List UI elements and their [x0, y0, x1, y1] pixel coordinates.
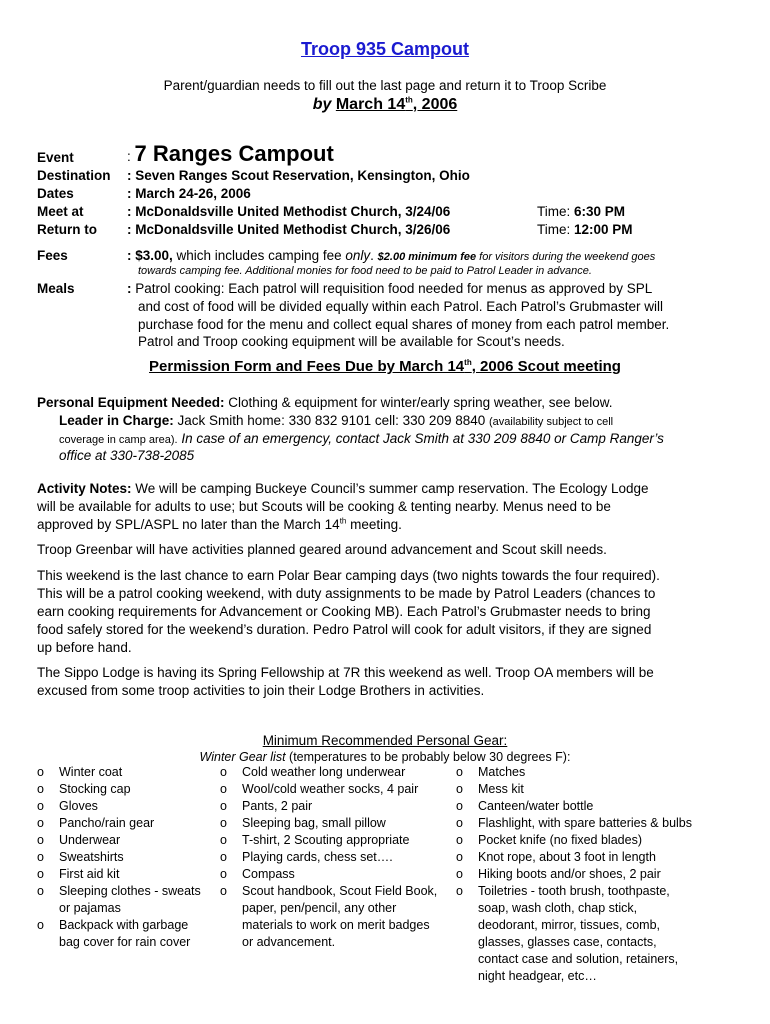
- gear-item: [37, 917, 207, 951]
- bullet-icon: o: [456, 850, 463, 864]
- gear-item-label: Knot rope, about 3 foot in length: [478, 850, 656, 864]
- meet-time: Time: 6:30 PM: [537, 204, 626, 219]
- gear-item-label: Wool/cold weather socks, 4 pair: [242, 782, 419, 796]
- gear-item-label: First aid kit: [59, 867, 120, 881]
- gear-item: [37, 849, 207, 866]
- gear-item-label: Hiking boots and/or shoes, 2 pair: [478, 867, 661, 881]
- gear-item-label: Playing cards, chess set….: [242, 850, 393, 864]
- event-value: : 7 Ranges Campout: [127, 141, 334, 166]
- deadline: by March 14th, 2006: [312, 95, 458, 113]
- gear-item: [456, 798, 696, 815]
- gear-item-label: Backpack with garbage bag cover for rain cover: [59, 918, 191, 949]
- gear-item: [220, 798, 440, 815]
- meet-value: : McDonaldsville United Methodist Church, 3/24/06: [127, 204, 451, 219]
- gear-item-label: Sweatshirts: [59, 850, 124, 864]
- winter-gear-label: Winter Gear list (temperatures to be probably below 30 degrees F):: [199, 750, 571, 764]
- dates-value: : March 24-26, 2006: [127, 186, 251, 201]
- bullet-icon: o: [37, 867, 44, 881]
- gear-item-label: Scout handbook, Scout Field Book, paper, pen/pencil, any other materials to work on merit badges or advancement.: [242, 884, 438, 949]
- return-value: : McDonaldsville United Methodist Church, 3/26/06: [127, 222, 451, 237]
- polar-line-4: food safely stored for the weekend’s duration. Pedro Patrol will cook for adult visitors, if they are signed: [37, 622, 652, 637]
- gear-item-label: Pants, 2 pair: [242, 799, 313, 813]
- gear-item-label: Mess kit: [478, 782, 524, 796]
- bullet-icon: o: [456, 867, 463, 881]
- bullet-icon: o: [456, 799, 463, 813]
- gear-item: [456, 866, 696, 883]
- bullet-icon: o: [220, 782, 227, 796]
- dates-label: Dates: [37, 186, 74, 201]
- meals-line-1: : Patrol cooking: Each patrol will requisition food needed for menus as approved by SPL: [127, 281, 653, 296]
- bullet-icon: o: [456, 816, 463, 830]
- return-label: Return to: [37, 222, 97, 237]
- equipment-line: Personal Equipment Needed: Clothing & equipment for winter/early spring weather, see below.: [37, 395, 613, 410]
- gear-col-3: [456, 764, 696, 985]
- fees-value: : $3.00, which includes camping fee only. $2.00 minimum fee for visitors during the weekend goes: [127, 248, 656, 263]
- activity-line-3: approved by SPL/ASPL no later than the March 14th meeting.: [37, 516, 402, 532]
- gear-item: [456, 764, 696, 781]
- gear-item-label: Pancho/rain gear: [59, 816, 155, 830]
- subtitle: Parent/guardian needs to fill out the last page and return it to Troop Scribe: [163, 78, 607, 93]
- gear-item-label: Flashlight, with spare batteries & bulbs: [478, 816, 692, 830]
- permission-heading: Permission Form and Fees Due by March 14th, 2006 Scout meeting: [149, 358, 621, 375]
- gear-col-1: [37, 764, 207, 951]
- bullet-icon: o: [37, 918, 44, 932]
- gear-item: [220, 781, 440, 798]
- bullet-icon: o: [220, 765, 227, 779]
- gear-item-label: Underwear: [59, 833, 121, 847]
- bullet-icon: o: [37, 850, 44, 864]
- meals-label: Meals: [37, 281, 75, 296]
- bullet-icon: o: [220, 833, 227, 847]
- bullet-icon: o: [37, 833, 44, 847]
- polar-line-2: This will be a patrol cooking weekend, with duty assignments to be made by Patrol Leaders (chances to: [37, 586, 656, 601]
- gear-item-label: Matches: [478, 765, 526, 779]
- fees-label: Fees: [37, 248, 68, 263]
- gear-item-label: T-shirt, 2 Scouting appropriate: [242, 833, 410, 847]
- meals-line-2: and cost of food will be divided equally within each Patrol. Each Patrol’s Grubmaster will: [138, 299, 664, 314]
- gear-item-label: Compass: [242, 867, 295, 881]
- bullet-icon: o: [220, 816, 227, 830]
- gear-item: [456, 781, 696, 798]
- gear-item: [456, 849, 696, 866]
- activity-line-2: will be available for adults to use; but Scouts will be cooking & tenting nearby. Menus need to be: [37, 499, 611, 514]
- meet-label: Meet at: [37, 204, 84, 219]
- sippo-line-1: The Sippo Lodge is having its Spring Fellowship at 7R this weekend as well. Troop OA members will be: [37, 665, 654, 680]
- gear-item: [220, 866, 440, 883]
- gear-item: [456, 832, 696, 849]
- polar-line-3: earn cooking requirements for Advancement or Cooking MB). Each Patrol’s Grubmaster needs to bring: [37, 604, 651, 619]
- gear-item: [220, 883, 440, 951]
- meals-line-3: purchase food for the menu and collect equal shares of money from each patrol member.: [138, 317, 670, 332]
- sippo-line-2: excused from some troop activities to join their Lodge Brothers in activities.: [37, 683, 485, 698]
- gear-item: [37, 883, 207, 917]
- gear-item: [456, 883, 696, 985]
- gear-item: [220, 832, 440, 849]
- greenbar-paragraph: Troop Greenbar will have activities planned geared around advancement and Scout skill needs.: [37, 542, 607, 557]
- bullet-icon: o: [37, 782, 44, 796]
- bullet-icon: o: [220, 850, 227, 864]
- gear-col-2: [220, 764, 440, 951]
- polar-line-5: up before hand.: [37, 640, 132, 655]
- gear-item-label: Canteen/water bottle: [478, 799, 594, 813]
- gear-item-label: Gloves: [59, 799, 98, 813]
- return-time: Time: 12:00 PM: [537, 222, 633, 237]
- gear-item: [220, 764, 440, 781]
- gear-item: [37, 832, 207, 849]
- gear-item-label: Stocking cap: [59, 782, 131, 796]
- bullet-icon: o: [456, 765, 463, 779]
- activity-line-1: Activity Notes: We will be camping Buckeye Council’s summer camp reservation. The Ecology Lodge: [37, 481, 649, 496]
- gear-heading: Minimum Recommended Personal Gear:: [262, 733, 508, 748]
- gear-item-label: Sleeping clothes - sweats or pajamas: [59, 884, 201, 915]
- fees-note: towards camping fee. Additional monies for food need to be paid to Patrol Leader in advance.: [138, 265, 592, 277]
- bullet-icon: o: [220, 867, 227, 881]
- gear-item: [220, 815, 440, 832]
- bullet-icon: o: [37, 765, 44, 779]
- gear-item: [220, 849, 440, 866]
- gear-item-label: Toiletries - tooth brush, toothpaste, soap, wash cloth, chap stick, deodorant, mirror, tissues, comb, glasses, glasses case, contacts, contact case and solution, retainers, night headgear, etc…: [478, 884, 679, 983]
- gear-item-label: Winter coat: [59, 765, 123, 779]
- page-title: Troop 935 Campout: [300, 39, 470, 59]
- destination-label: Destination: [37, 168, 111, 183]
- gear-item: [37, 798, 207, 815]
- event-label: Event: [37, 150, 74, 165]
- bullet-icon: o: [456, 782, 463, 796]
- gear-item: [37, 764, 207, 781]
- meals-line-4: Patrol and Troop cooking equipment will be available for Scout’s needs.: [138, 334, 565, 349]
- destination-value: : Seven Ranges Scout Reservation, Kensington, Ohio: [127, 168, 470, 183]
- bullet-icon: o: [37, 799, 44, 813]
- gear-item: [456, 815, 696, 832]
- bullet-icon: o: [220, 799, 227, 813]
- bullet-icon: o: [456, 833, 463, 847]
- bullet-icon: o: [456, 884, 463, 898]
- emergency-line: coverage in camp area). In case of an emergency, contact Jack Smith at 330 209 8840 or Camp Ranger’s: [59, 431, 664, 446]
- gear-item: [37, 781, 207, 798]
- gear-item-label: Cold weather long underwear: [242, 765, 406, 779]
- bullet-icon: o: [37, 884, 44, 898]
- bullet-icon: o: [220, 884, 227, 898]
- gear-item-label: Sleeping bag, small pillow: [242, 816, 386, 830]
- polar-line-1: This weekend is the last chance to earn Polar Bear camping days (two nights towards the four required).: [37, 568, 660, 583]
- emergency-line-2: office at 330-738-2085: [59, 448, 195, 463]
- leader-line: Leader in Charge: Jack Smith home: 330 832 9101 cell: 330 209 8840 (availability subject to cell: [59, 413, 614, 428]
- bullet-icon: o: [37, 816, 44, 830]
- gear-item: [37, 815, 207, 832]
- gear-item: [37, 866, 207, 883]
- gear-item-label: Pocket knife (no fixed blades): [478, 833, 642, 847]
